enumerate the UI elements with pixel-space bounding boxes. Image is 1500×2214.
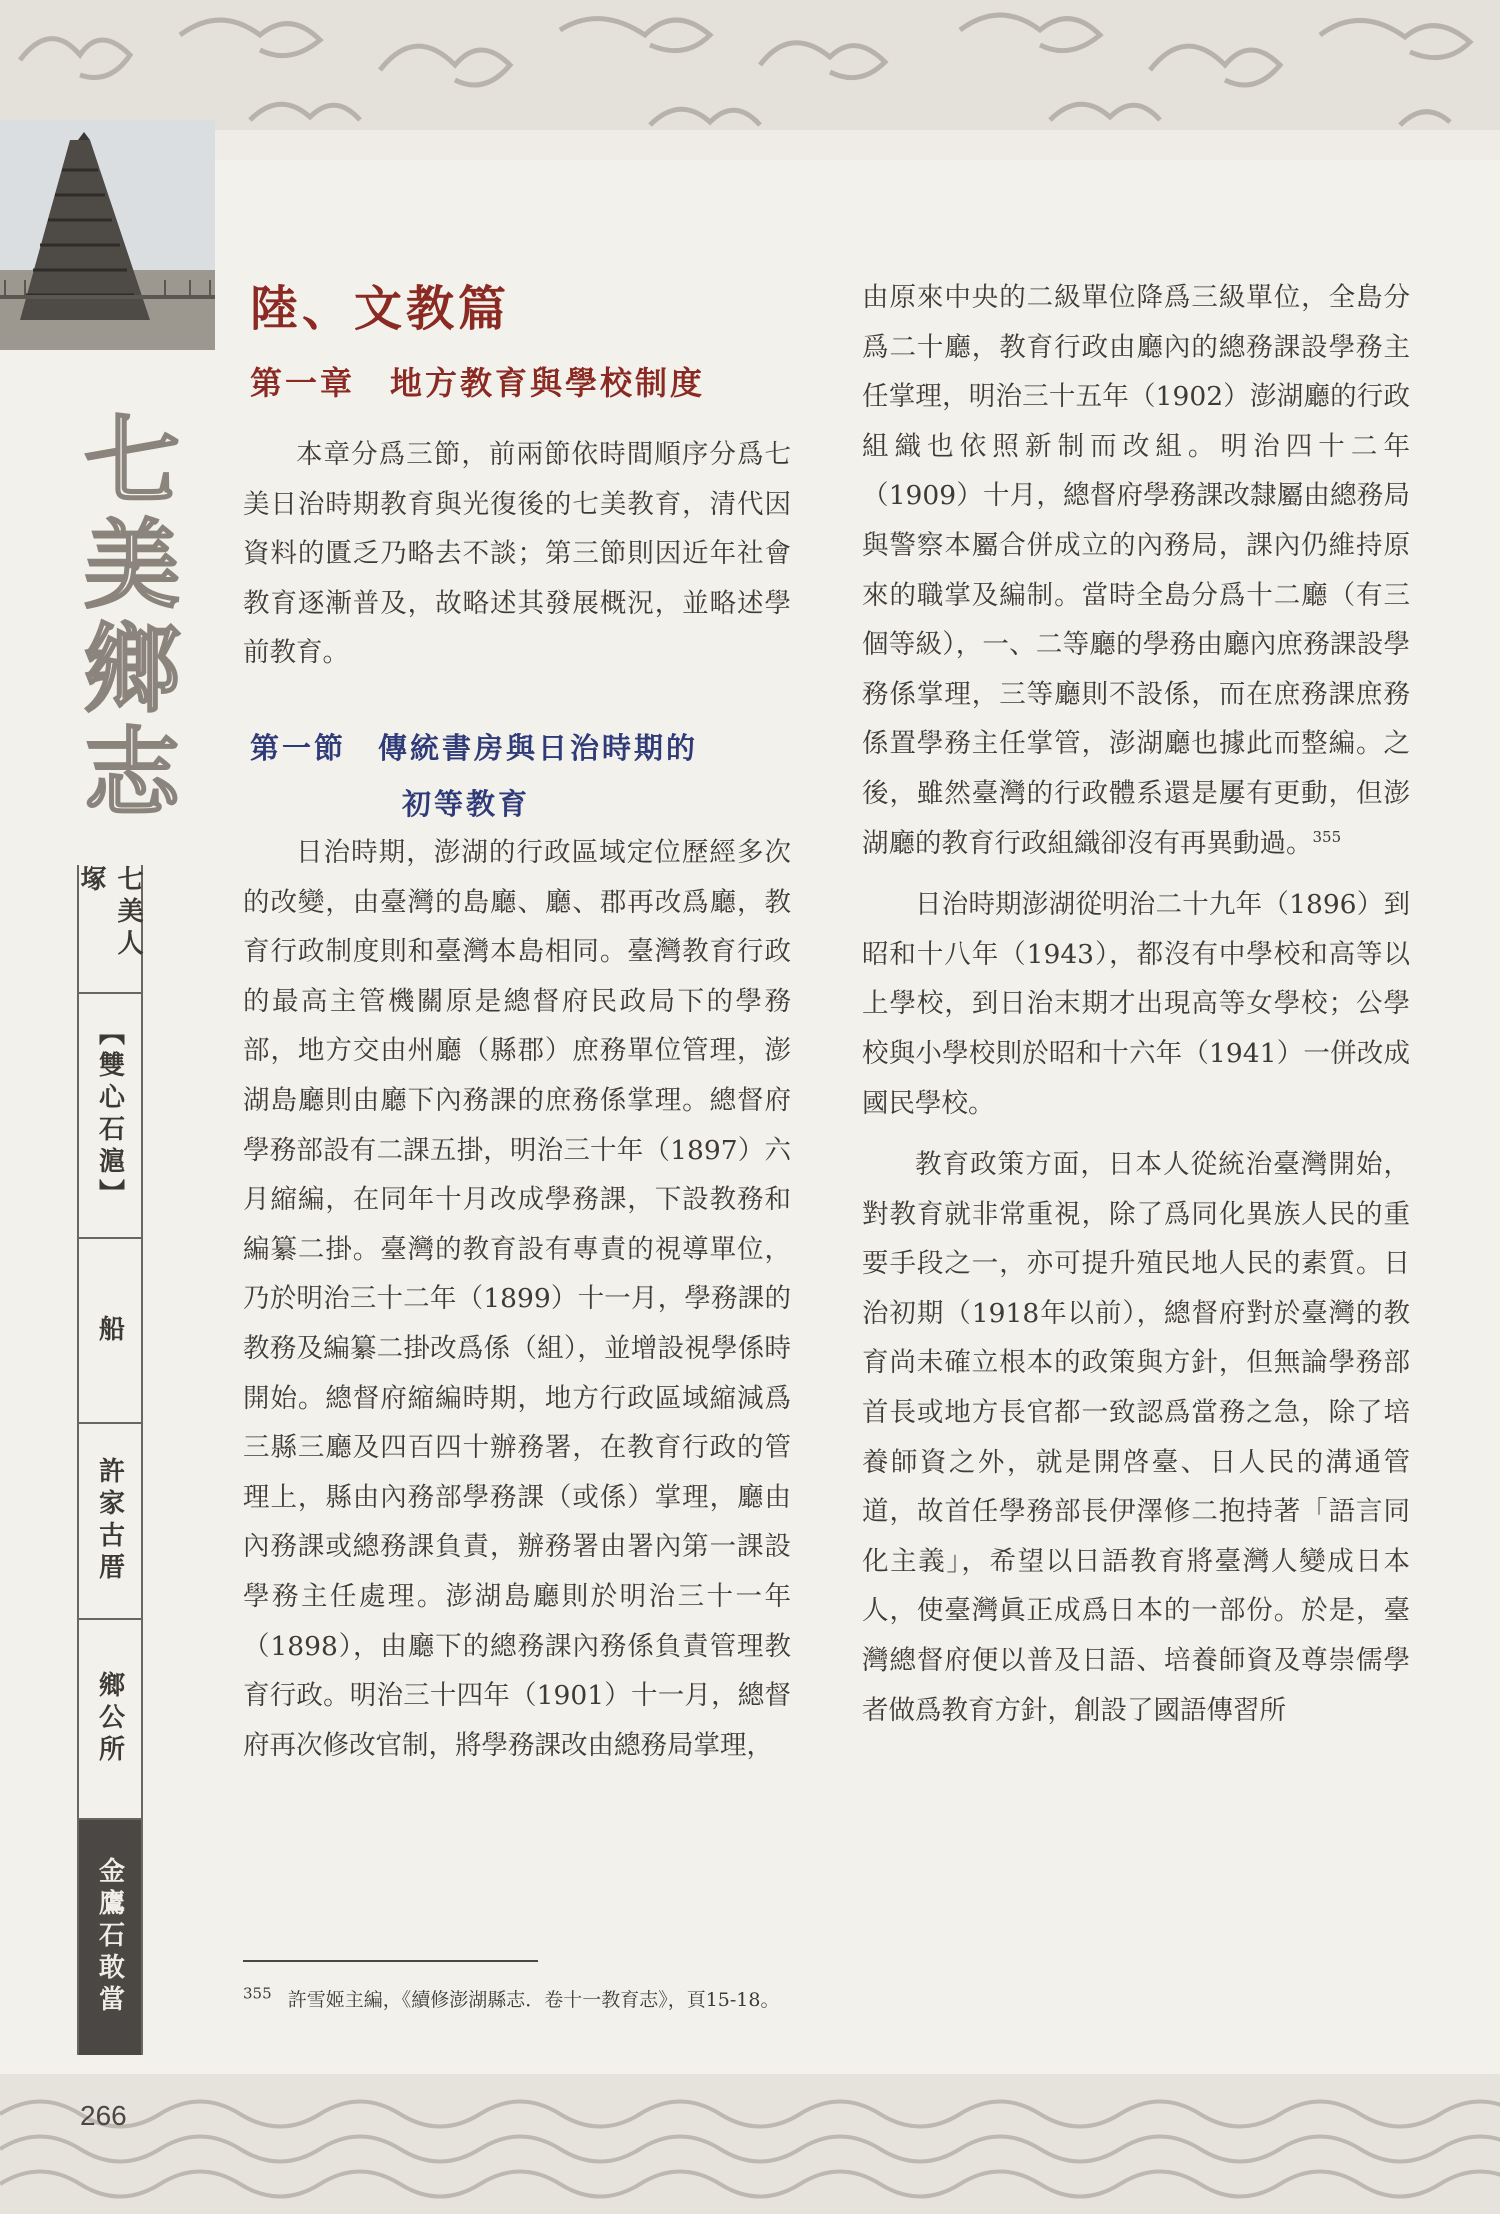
book-title-vertical (40, 410, 210, 840)
right-column (862, 273, 1410, 1735)
part-title: 陸、文教篇 (250, 281, 511, 337)
page-number: 266 (80, 2100, 127, 2131)
footnote-number: 355 (243, 1984, 272, 2003)
left-column (243, 430, 791, 678)
left-column-body (243, 828, 791, 1770)
footnote (243, 1985, 779, 2012)
body-paragraph: 由原來中央的二級單位降爲三級單位，全島分爲二十廳，教育行政由廳內的總務課設學務主任掌理，明治三十五年（1902）澎湖廳的行政組織也依照新制而改組。明治四十二年（1909）十月，總督府學務課改隸屬由總務局與警察本屬合併成立的內務局，課內仍維持原來的職掌及編制。當時全島分爲十二廳（有三個等級），一、二等廳的學務由廳內庶務課設學務係掌理，三等廳則不設係，而在庶務課庶務係置學務主任掌管，澎湖廳也據此而整編。之後，雖然臺灣的行政體系還是屢有更動，但澎湖廳的教育行政組織卻沒有再異動過。$^{355}$ (862, 282, 1410, 859)
footnote-ref[interactable]: 355 (1312, 827, 1342, 846)
wave-pattern-bottom (0, 2074, 1500, 2214)
body-paragraph: 日治時期，澎湖的行政區域定位歷經多次的改變，由臺灣的島廳、廳、郡再改爲廳，教育行政制度則和臺灣本島相同。臺灣教育行政的最高主管機關原是總督府民政局下的學務部，地方交由州廳（縣郡）庶務單位管理，澎湖島廳則由廳下內務課的庶務係掌理。總督府學務部設有二課五掛，明治三十年（1897）六月縮編，在同年十月改成學務課，下設教務和編纂二掛。臺灣的教育設有專責的視導單位，乃於明治三十二年（1899）十一月，學務課的教務及編纂二掛改爲係（組），並增設視學係時開始。總督府縮編時期，地方行政區域縮減爲三縣三廳及四百四十辦務署，在教育行政的管理上，縣由內務部學務課（或係）掌理，廳由內務課或總務課負責，辦務署由署內第一課設學務主任處理。澎湖島廳則於明治三十一年（1898），由廳下的總務課內務係負責管理教育行政。明治三十四年（1901）十一月，總督府再次修改官制，將學務課改由總務局掌理， (243, 837, 791, 1761)
side-nav-item[interactable]: 許家古厝 (79, 1424, 141, 1619)
section-title-line1: 第一節 傳統書房與日治時期的 (250, 731, 699, 765)
side-nav-item[interactable]: 七美人塚 (79, 865, 141, 994)
body-paragraph: 日治時期澎湖從明治二十九年（1896）到昭和十八年（1943），都沒有中學校和高等以上學校，到日治末期才出現高等女學校；公學校與小學校則於昭和十六年（1941）一併改成國民學校。 (862, 889, 1410, 1119)
book-title: 七美鄉志 (68, 410, 182, 826)
chapter-title: 第一章 地方教育與學校制度 (250, 364, 706, 402)
body-paragraph: 教育政策方面，日本人從統治臺灣開始，對教育就非常重視，除了爲同化異族人民的重要手段之一，亦可提升殖民地人民的素質。日治初期（1918年以前），總督府對於臺灣的教育尚未確立根本的政策與方針，但無論學務部首長或地方長官都一致認爲當務之急，除了培養師資之外，就是開啓臺、日人民的溝通管道，故首任學務部長伊澤修二抱持著「語言同化主義」，希望以日語教育將臺灣人變成日本人，使臺灣眞正成爲日本的一部份。於是，臺灣總督府便以普及日語、培養師資及尊崇儒學者做爲教育方針，創設了國語傳習所 (862, 1149, 1410, 1726)
cloud-pattern-top (0, 0, 1500, 160)
photo-stone-tower (0, 120, 215, 350)
side-nav-item-active[interactable]: 金鷹石敢當 (79, 1820, 141, 2055)
side-nav-item[interactable]: 船 (79, 1239, 141, 1424)
side-navigation (77, 865, 143, 2055)
side-nav-item[interactable]: 鄉公所 (79, 1620, 141, 1820)
footnote-text: 許雪姬主編，《續修澎湖縣志．卷十一教育志》，頁15-18。 (287, 1989, 780, 2011)
footnote-divider (243, 1960, 538, 1962)
section-title-line2: 初等教育 (402, 787, 531, 821)
side-nav-item[interactable]: 【雙心石滬】 (79, 994, 141, 1239)
section-title (250, 720, 698, 832)
chapter-intro: 本章分爲三節，前兩節依時間順序分爲七美日治時期教育與光復後的七美教育，清代因資料的匱乏乃略去不談；第三節則因近年社會教育逐漸普及，故略述其發展概況，並略述學前教育。 (243, 439, 791, 669)
